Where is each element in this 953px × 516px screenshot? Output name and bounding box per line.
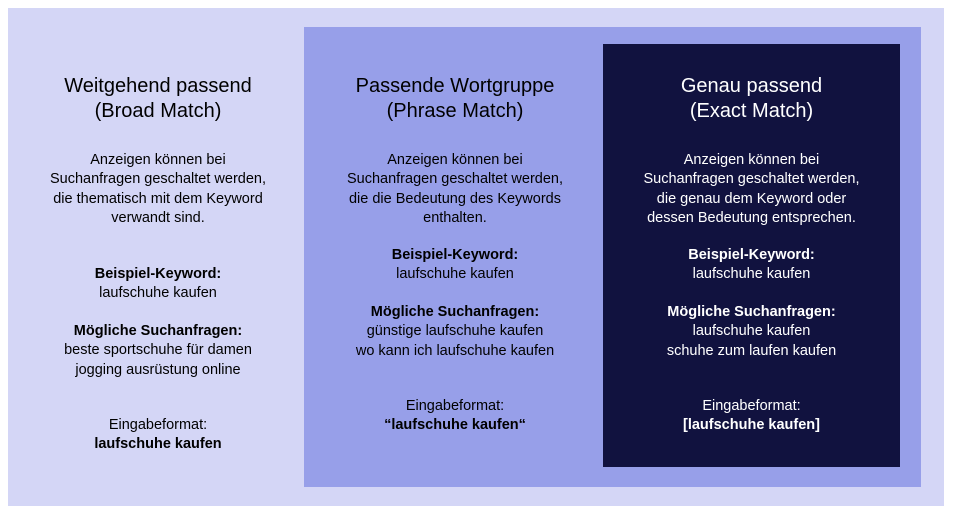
exact-match-column [603,0,900,516]
broad-match-keyword: Beispiel-Keyword: laufschuhe kaufen [94,266,222,302]
phrase-match-column [305,0,605,516]
broad-match-format: Eingabeformat: laufschuhe kaufen [94,417,222,453]
exact-match-keyword: Beispiel-Keyword: laufschuhe kaufen [688,247,815,283]
broad-match-queries: Mögliche Suchanfragen: beste sportschuhe für damen jogging ausrüstung online [64,323,252,378]
broad-match-title: Weitgehend passend (Broad Match) [64,75,252,122]
exact-match-queries: Mögliche Suchanfragen: laufschuhe kaufen schuhe zum laufen kaufen [666,304,837,359]
phrase-match-title: Passende Wortgruppe (Phrase Match) [355,75,555,122]
phrase-match-queries: Mögliche Suchanfragen: günstige laufschuhe kaufen wo kann ich laufschuhe kaufen [355,304,555,359]
phrase-match-keyword: Beispiel-Keyword: laufschuhe kaufen [391,247,519,283]
exact-match-description: Anzeigen können bei Suchanfragen geschaltet werden, die genau dem Keyword oder dessen Bedeutung entsprechen. [643,152,860,226]
phrase-match-format: Eingabeformat: “laufschuhe kaufen“ [384,398,526,434]
exact-match-title: Genau passend (Exact Match) [680,75,823,122]
exact-match-format: Eingabeformat: [laufschuhe kaufen] [683,398,820,434]
broad-match-column [8,0,308,516]
phrase-match-description: Anzeigen können bei Suchanfragen geschaltet werden, die die Bedeutung des Keywords enthalten. [346,152,564,226]
broad-match-description: Anzeigen können bei Suchanfragen geschaltet werden, die thematisch mit dem Keyword verwandt sind. [49,152,267,226]
